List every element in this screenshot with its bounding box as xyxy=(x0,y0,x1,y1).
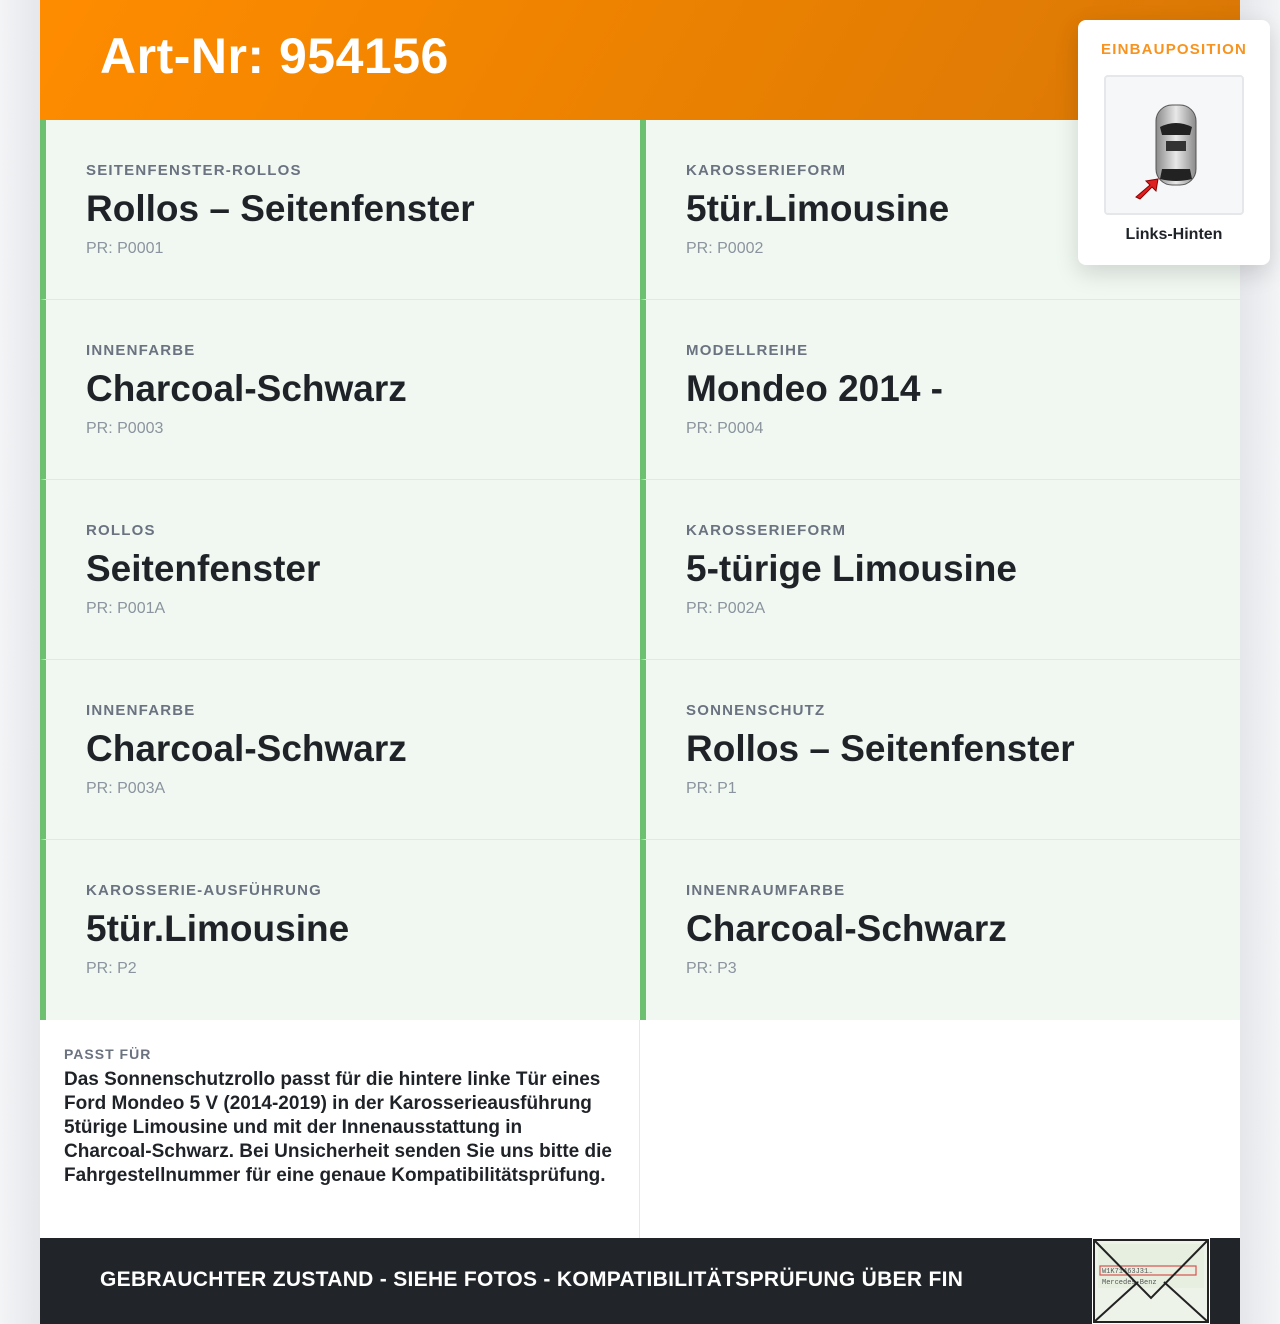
footer-bar xyxy=(40,1238,1240,1324)
spec-cell xyxy=(640,660,1240,840)
header-bar xyxy=(40,0,1240,120)
spec-cell xyxy=(40,660,640,840)
spec-pr-code: PR: P2 xyxy=(86,960,137,977)
fits-description: Das Sonnenschutzrollo passt für die hintere linke Tür eines Ford Mondeo 5 V (2014-2019) in der Karosserieausführung 5türige Limousine und mit der Innenausstattung in Charcoal-Schwarz. Bei Unsicherheit senden Sie uns bitte die Fahrgestellnummer für eine genaue Kompatibilitätsprüfung. xyxy=(64,1069,612,1186)
spec-pr-code: PR: P0003 xyxy=(86,420,164,437)
spec-pr-code: PR: P1 xyxy=(686,780,737,797)
vin-text: W1K71463J31… xyxy=(1102,1268,1153,1276)
car-diagram xyxy=(1106,77,1242,213)
product-sheet xyxy=(40,0,1247,1324)
spec-label: ROLLOS xyxy=(86,522,156,539)
spec-value: Rollos – Seitenfenster xyxy=(686,728,1075,769)
spec-pr-code: PR: P0002 xyxy=(686,240,764,257)
spec-value: 5tür.Limousine xyxy=(86,908,350,949)
spec-value: 5tür.Limousine xyxy=(686,188,950,229)
spec-value: Charcoal-Schwarz xyxy=(686,908,1007,949)
spec-cell xyxy=(640,840,1240,1020)
spec-pr-code: PR: P3 xyxy=(686,960,737,977)
spec-label: SEITENFENSTER-ROLLOS xyxy=(86,162,302,179)
spec-value: Charcoal-Schwarz xyxy=(86,368,407,409)
fits-label: PASST FÜR xyxy=(64,1046,152,1062)
spec-label: INNENFARBE xyxy=(86,342,196,359)
spec-cell xyxy=(40,480,640,660)
mounting-position-badge xyxy=(1078,20,1270,265)
spec-cell xyxy=(40,300,640,480)
badge-title: EINBAUPOSITION xyxy=(1101,41,1247,58)
spec-value: Mondeo 2014 - xyxy=(686,368,943,409)
article-number-title: Art-Nr: 954156 xyxy=(100,28,449,84)
fits-section xyxy=(40,1020,640,1238)
spec-cell xyxy=(40,120,640,300)
spec-pr-code: PR: P001A xyxy=(86,600,166,617)
car-top-view-with-arrow-icon xyxy=(1104,75,1244,215)
brand-text: Mercedes-Benz xyxy=(1102,1279,1157,1287)
spec-value: Charcoal-Schwarz xyxy=(86,728,407,769)
spec-pr-code: PR: P003A xyxy=(86,780,166,797)
spec-value: Rollos – Seitenfenster xyxy=(86,188,475,229)
condition-notice: GEBRAUCHTER ZUSTAND - SIEHE FOTOS - KOMPATIBILITÄTSPRÜFUNG ÜBER FIN xyxy=(100,1268,964,1291)
spec-label: SONNENSCHUTZ xyxy=(686,702,826,719)
spec-label: MODELLREIHE xyxy=(686,342,809,359)
spec-label: KAROSSERIE-AUSFÜHRUNG xyxy=(86,882,323,899)
spec-cell xyxy=(640,480,1240,660)
spec-grid xyxy=(40,120,1240,1020)
spec-cell xyxy=(40,840,640,1020)
position-caption: Links-Hinten xyxy=(1125,226,1223,243)
spec-label: KAROSSERIEFORM xyxy=(686,522,847,539)
vin-envelope-icon xyxy=(1092,1238,1210,1324)
spec-label: INNENRAUMFARBE xyxy=(686,882,846,899)
spec-label: KAROSSERIEFORM xyxy=(686,162,847,179)
spec-value: 5-türige Limousine xyxy=(686,548,1017,589)
spec-label: INNENFARBE xyxy=(86,702,196,719)
spec-cell xyxy=(640,300,1240,480)
vin-envelope-graphic xyxy=(1092,1238,1210,1324)
spec-pr-code: PR: P0004 xyxy=(686,420,764,437)
spec-pr-code: PR: P0001 xyxy=(86,240,164,257)
spec-value: Seitenfenster xyxy=(86,548,321,589)
spec-pr-code: PR: P002A xyxy=(686,600,766,617)
